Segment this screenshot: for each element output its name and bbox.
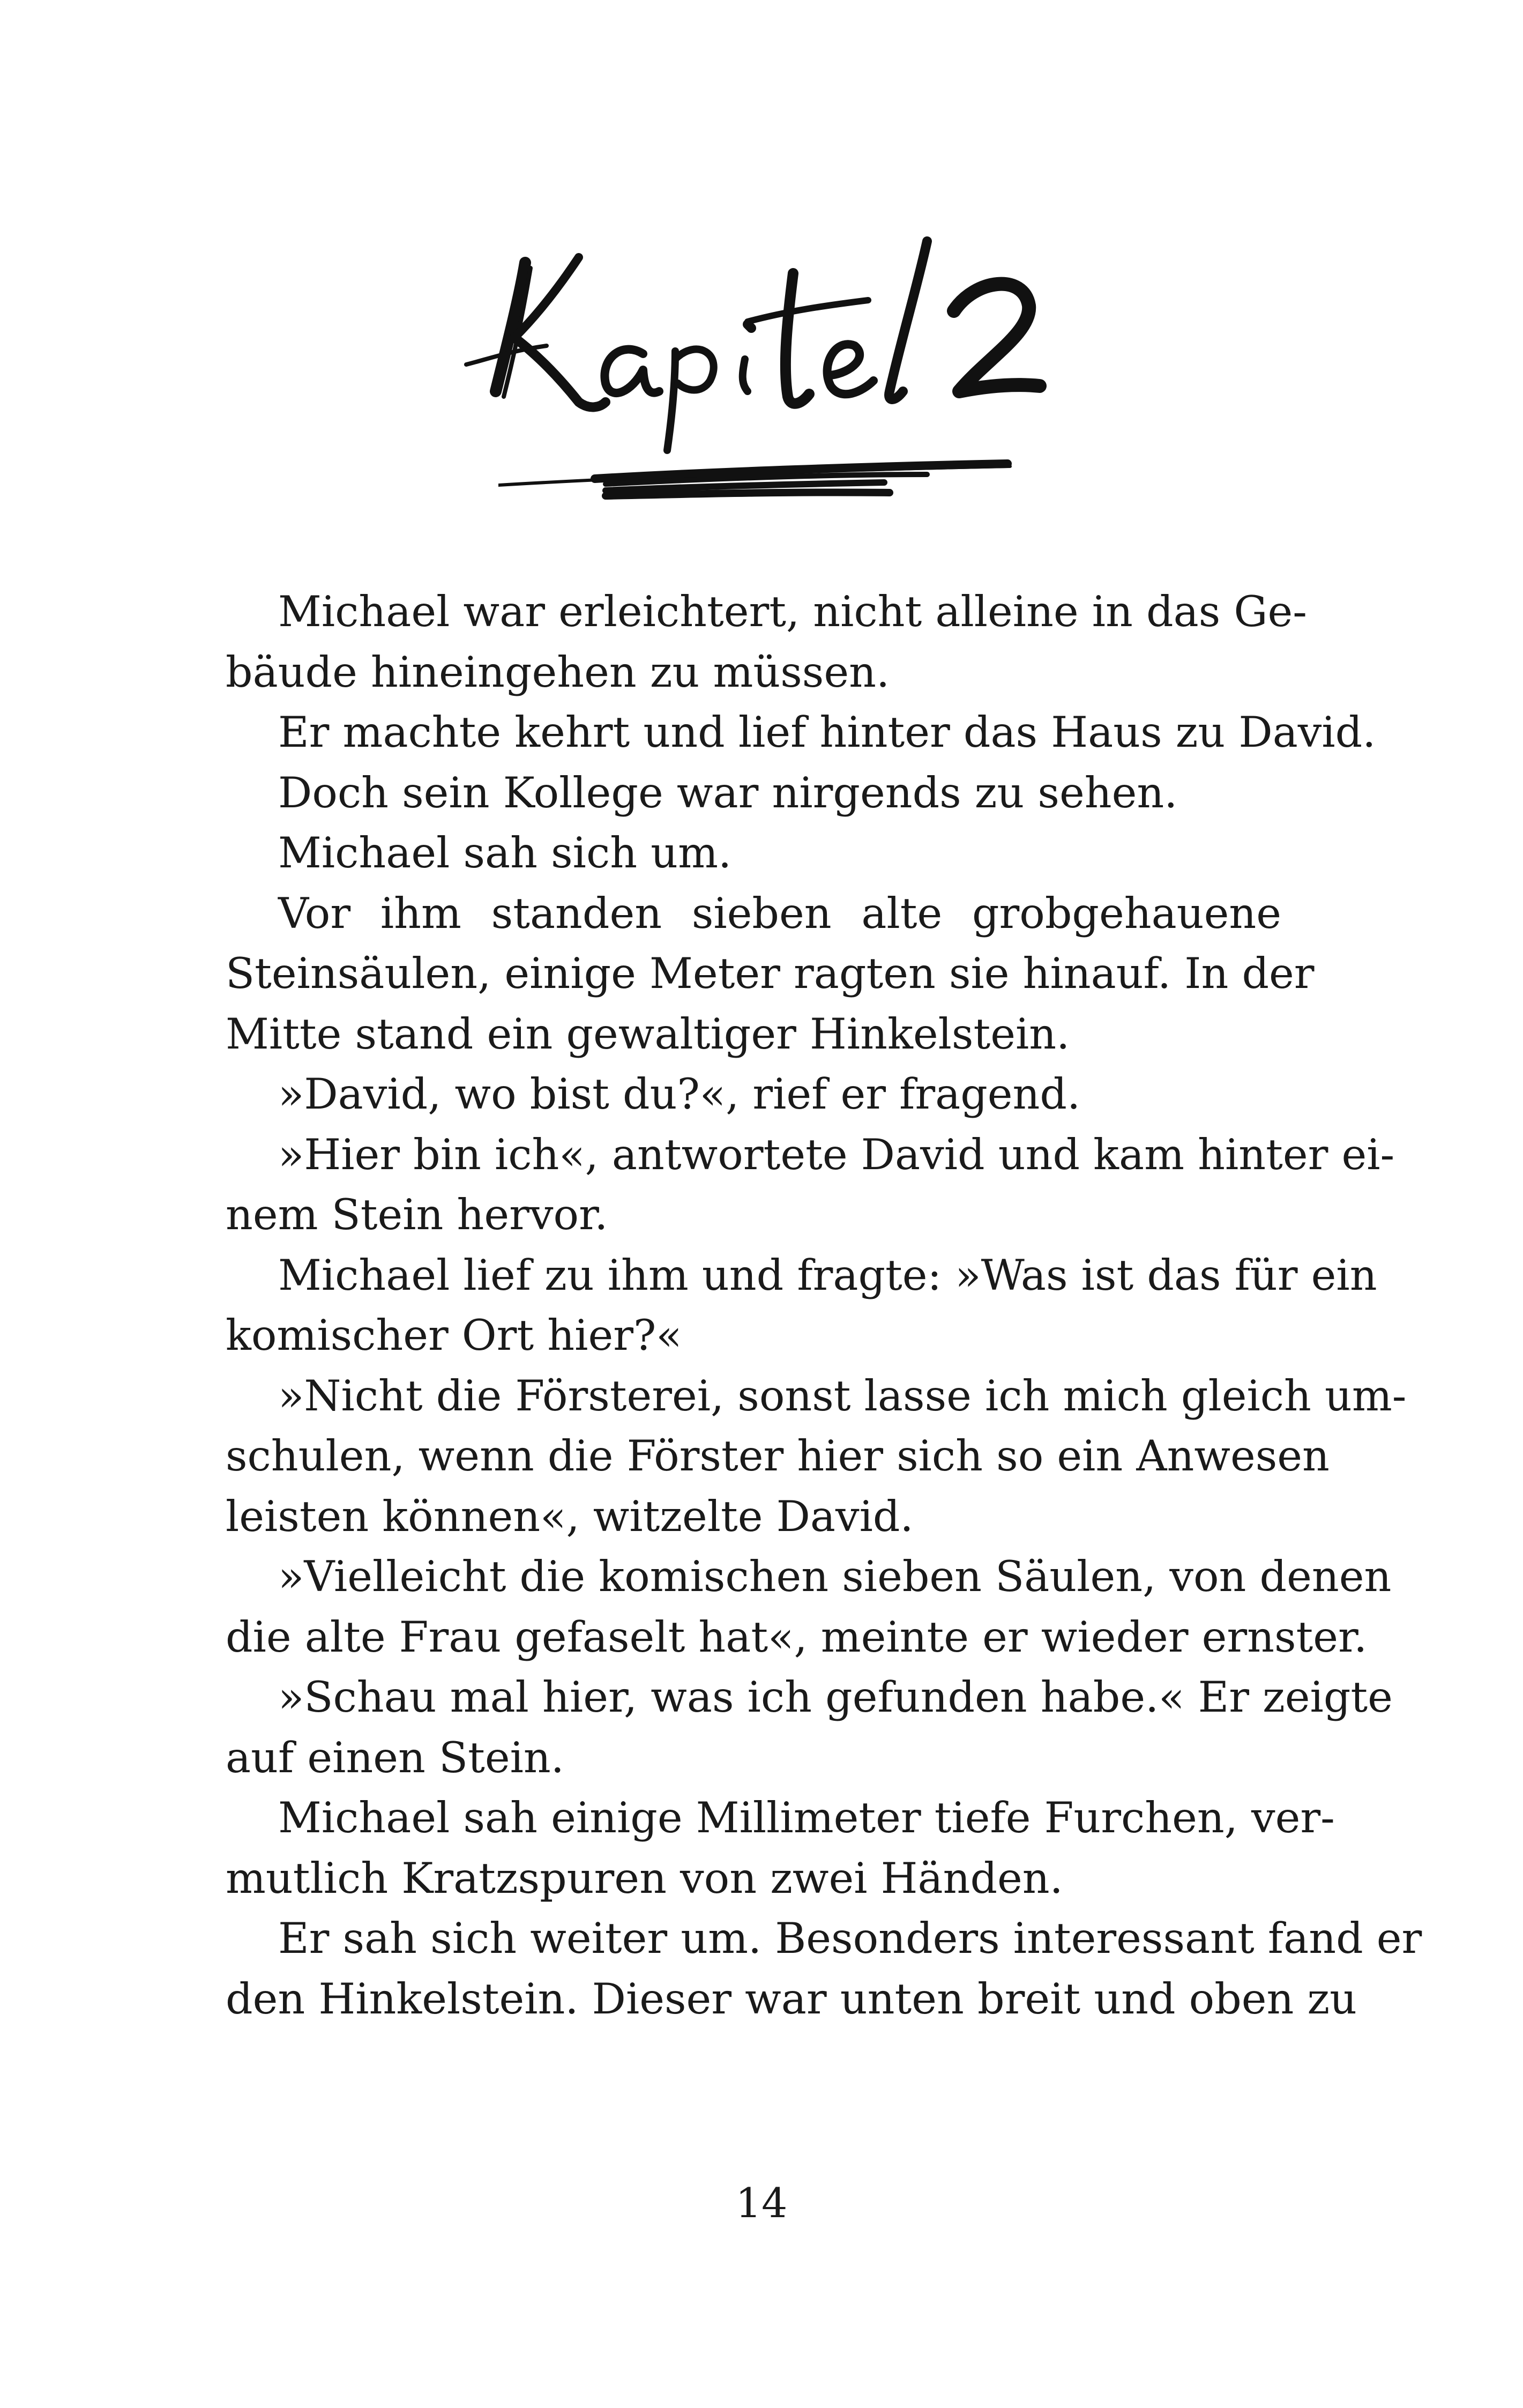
text-line: bäude hineingehen zu müssen. bbox=[226, 647, 890, 697]
text-line: komischer Ort hier?« bbox=[226, 1311, 682, 1360]
text-line: nem Stein hervor. bbox=[226, 1190, 608, 1239]
paragraph bbox=[226, 1908, 1422, 2029]
text-line: »David, wo bist du?«, rief er fragend. bbox=[278, 1069, 1081, 1119]
paragraph bbox=[226, 1547, 1392, 1667]
chapter-heading-lettering bbox=[445, 231, 1066, 456]
text-line: auf einen Stein. bbox=[226, 1733, 564, 1782]
chapter-heading-underline bbox=[498, 453, 1013, 512]
paragraph bbox=[226, 1667, 1393, 1788]
text-line: leisten können«, witzelte David. bbox=[226, 1491, 914, 1541]
text-line: Doch sein Kollege war nirgends zu sehen. bbox=[278, 768, 1178, 817]
text-line: Michael lief zu ihm und fragte: »Was ist das für ein bbox=[278, 1250, 1377, 1300]
text-line: »Schau mal hier, was ich gefunden habe.« Er zeigte bbox=[278, 1673, 1393, 1722]
text-line: »Nicht die Försterei, sonst lasse ich mich gleich um- bbox=[278, 1371, 1407, 1421]
text-line: »Hier bin ich«, antwortete David und kam hinter ei- bbox=[278, 1129, 1395, 1179]
text-line: Mitte stand ein gewaltiger Hinkelstein. bbox=[226, 1009, 1070, 1059]
text-line: Er machte kehrt und lief hinter das Haus zu David. bbox=[278, 708, 1376, 757]
text-line: mutlich Kratzspuren von zwei Händen. bbox=[226, 1853, 1063, 1903]
text-line: Michael sah sich um. bbox=[278, 828, 732, 878]
text-line: Er sah sich weiter um. Besonders interessant fand er bbox=[278, 1914, 1422, 1963]
text-line: Michael sah einige Millimeter tiefe Furchen, ver- bbox=[278, 1793, 1335, 1842]
text-line: Steinsäulen, einige Meter ragten sie hinauf. In der bbox=[226, 949, 1315, 998]
text-line: Michael war erleichtert, nicht alleine in das Ge- bbox=[278, 587, 1307, 636]
paragraph bbox=[226, 1366, 1407, 1547]
body-text bbox=[226, 582, 1422, 2029]
paragraph bbox=[226, 883, 1315, 1065]
text-line: den Hinkelstein. Dieser war unten breit und oben zu bbox=[226, 1974, 1357, 2024]
paragraph bbox=[226, 702, 1376, 763]
paragraph bbox=[226, 823, 1281, 883]
paragraph bbox=[226, 1064, 1281, 1125]
paragraph bbox=[226, 1245, 1377, 1366]
text-line: schulen, wenn die Förster hier sich so ein Anwesen bbox=[226, 1431, 1330, 1481]
text-line: »Vielleicht die komischen sieben Säulen, von denen bbox=[278, 1552, 1392, 1601]
paragraph bbox=[226, 763, 1281, 823]
page-number: 14 bbox=[735, 2179, 788, 2227]
text-line: die alte Frau gefaselt hat«, meinte er wieder ernster. bbox=[226, 1612, 1368, 1662]
paragraph bbox=[226, 1125, 1395, 1245]
text-line: Vor ihm standen sieben alte grobgehauene bbox=[278, 888, 1281, 938]
paragraph bbox=[226, 1788, 1335, 1908]
paragraph bbox=[226, 582, 1307, 702]
